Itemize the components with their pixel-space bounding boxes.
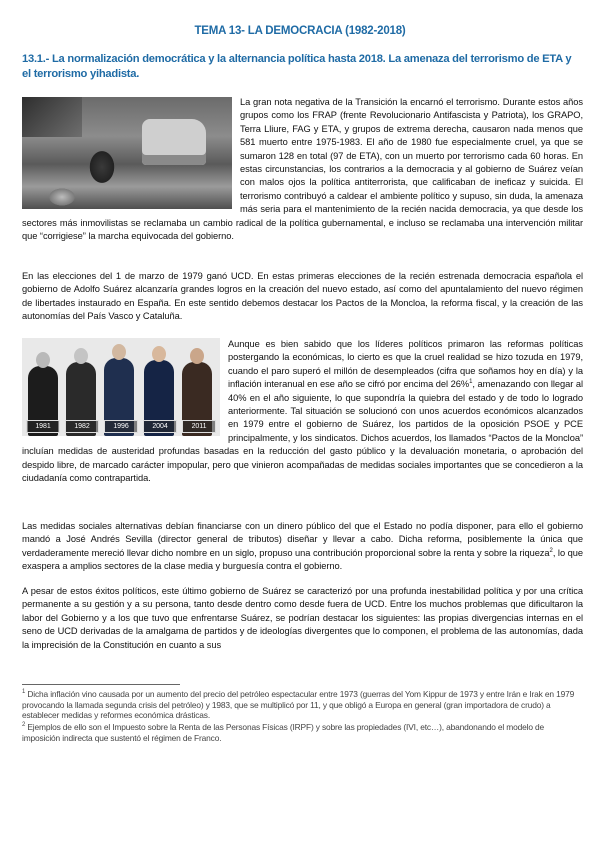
- footnote-1: $^1$ Dicha inflación vino causada por un aumento del precio del petróleo espectacular entre 1973 (guerras del Yom Kippur de 1973 y entre Irán e Irak en 1979 provocando la llamada segunda crisis del petróleo) y 1983, que se multiplicó por 11, y que obligó a Europa en general (gran importadora de crudo) a establecer medidas y reformes económica drásticas.: [22, 689, 575, 721]
- year-label: 1996: [104, 420, 138, 433]
- paragraph-text: La gran nota negativa de la Transición la encarnó el terrorismo. Durante estos años grupos como los FRAP (frente Revolucionario Antifascista y Patriota), los GRAPO, Terra Lliure, FAG y ETA, y grupos de extrema derecha, causaron nada menos que 581 muerto entre 1975-1983. El año de 1980 fue especialmente cruel, ya que se sumaron 128 en total (97 de ETA), con un muerto por terrorismo cada 60 horas. En estas circunstancias, los contrarios a la democracia y al gobierno de Suárez veían con malos ojos la política antiterrorista, que calificaban de ineficaz y suicida. El terrorismo contribuyó a caldear el ambiente político y supuso, sin duda, la amenaza más seria para el mantenimiento de la recién nacida democracia, ya que desde los sectores más inmovilistas se reclamaba un cambio radical de la política gubernamental, e incluso se reclamaba una intervención militar que “corrigiese” la marcha equivocada del gobierno.: [22, 97, 583, 242]
- footnote-divider: [22, 684, 180, 685]
- year-label: 2004: [143, 420, 177, 433]
- paragraph-instability: [22, 585, 583, 652]
- paragraph-fiscal-reform: [22, 520, 583, 574]
- presidents-photo: [22, 338, 220, 436]
- page-title: TEMA 13- LA DEMOCRACIA (1982-2018): [194, 25, 406, 37]
- paragraph-text: Aunque es bien sabido que los líderes políticos primaron las reformas políticas postergando la económicas, lo cierto es que la cruel realidad se hizo tozuda en 1979, cuando el paro superó el millón de desempleados (cifra que soñamos hoy en día) y la inflación interanual en ese año se cifró por encima del 26%$^1$, amenazando con llegar al 40% en el año siguiente, lo que supondría la quiebra del estado y de todo lo logrado anteriormente. Tal situación se solucionó con unos acuerdos económicos alcanzados en 1979 entre el gobierno de Suárez, los partidos de la oposición PSOE y PCE principalmente, y los sindicatos. Dichos acuerdos, los llamados “Pactos de la Moncloa” incluían medidas de austeridad profundas basadas en la reducción del gasto público y la devaluación monetaria, o aprobación del despido libre, de marcado carácter impopular, pero que vinieron acompañadas de medidas sociales importantes que se concedieron a la ciudadanía como contrapartida.: [22, 339, 583, 484]
- paragraph-text: Las medidas sociales alternativas debían financiarse con un dinero público del que el Estado no podía disponer, para ello el gobierno mandó a José Andrés Sevilla (director general de tributos) diseñar y llevar a cabo. Dicha reforma, posiblemente la única que verdaderamente mereció llevar dicho nombre en un siglo, propuso una contribución proporcional sobre la renta y sobre la riqueza$^2$, lo que exaspera a amplios sectores de la clase media y burguesía contra el gobierno.: [22, 521, 583, 572]
- year-label: 2011: [182, 420, 216, 433]
- paragraph-moncloa-pacts: [22, 338, 583, 485]
- year-label: 1982: [65, 420, 99, 433]
- paragraph-text: A pesar de estos éxitos políticos, este último gobierno de Suárez se caracterizó por una profunda inestabilidad política y por una crítica permanente a su gestión y a su persona, tanto desde dentro como desde fuera de UCD. Entre los muchos problemas que dificultaron la labor del Gobierno y a los que tuvo que enfrentarse Suárez, se podrían destacar los siguientes: las propias divergencias internas en el seno de UCD derivadas de la amalgama de partidos y de ideologías divergentes que lo componen, el problema de las autonomías, dada la imprecisión de la Constitución en cuanto a sus: [22, 586, 583, 650]
- footnote-2: $^2$ Ejemplos de ello son el Impuesto sobre la Renta de las Personas Físicas (IRPF) y sobre las propiedades (IVI, etc…), abandonando el modelo de imposición indirecta que sustentó el régimen de Franco.: [22, 722, 545, 743]
- footnote-ref[interactable]: 2: [549, 547, 553, 554]
- terrorism-photo: [22, 97, 232, 209]
- paragraph-elections-1979: [22, 270, 583, 324]
- paragraph-terrorism: [22, 96, 583, 243]
- footnote-ref[interactable]: 1: [469, 379, 473, 386]
- year-label: 1981: [26, 420, 60, 433]
- paragraph-text: En las elecciones del 1 de marzo de 1979 ganó UCD. En estas primeras elecciones de la recién estrenada democracia española el gobierno de Adolfo Suárez alcanzaría grandes logros en la creación del nuevo estado, así como del apuntalamiento del nuevo régimen de libertades instaurado en España. En este sentido debemos destacar los Pactos de la Moncloa, la reforma fiscal, y la creación de las autonomías del País Vasco y Cataluña.: [22, 271, 583, 322]
- section-heading: 13.1.- La normalización democrática y la alternancia política hasta 2018. La amenaza del terrorismo de ETA y el terrorismo yihadista.: [22, 53, 572, 80]
